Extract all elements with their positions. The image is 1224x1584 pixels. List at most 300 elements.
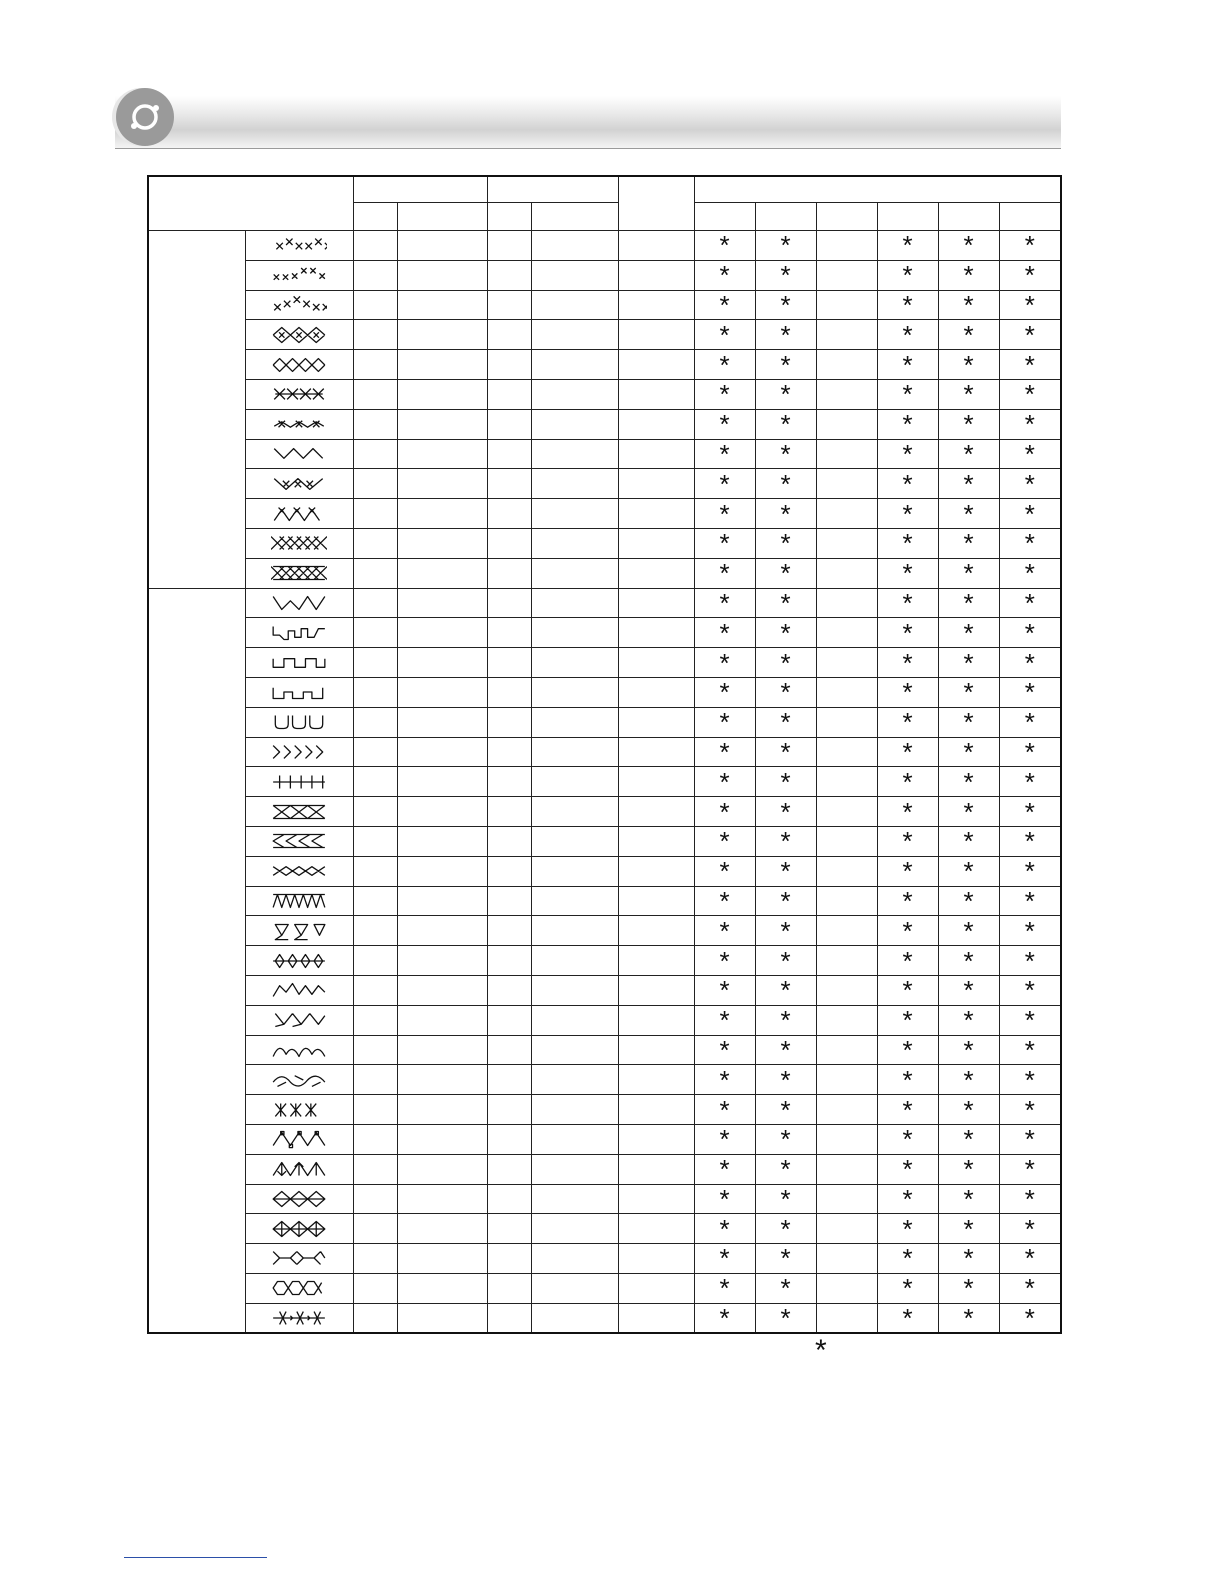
application-star: * — [755, 499, 816, 529]
setting-cell — [353, 946, 397, 976]
cross-fish-icon — [245, 409, 353, 439]
setting-cell — [397, 469, 487, 499]
setting-cell — [618, 1154, 694, 1184]
setting-cell — [353, 260, 397, 290]
setting-cell — [487, 946, 531, 976]
application-star: * — [755, 1273, 816, 1303]
application-star: * — [999, 231, 1061, 261]
setting-cell — [531, 1035, 618, 1065]
application-star: * — [938, 1303, 999, 1333]
setting-cell — [397, 231, 487, 261]
table-row — [148, 856, 1061, 886]
setting-cell — [397, 856, 487, 886]
application-star: * — [755, 231, 816, 261]
application-star: * — [694, 1065, 755, 1095]
application-star: * — [999, 499, 1061, 529]
application-star: * — [694, 290, 755, 320]
setting-cell — [353, 1005, 397, 1035]
application-star: * — [999, 528, 1061, 558]
setting-cell — [397, 707, 487, 737]
application-star: * — [999, 1005, 1061, 1035]
table-row — [148, 1095, 1061, 1125]
setting-cell — [618, 648, 694, 678]
header-app-4 — [877, 203, 938, 231]
cross-lattice-dot-icon — [245, 528, 353, 558]
application-star: * — [999, 797, 1061, 827]
application-cell — [816, 618, 877, 648]
setting-cell — [531, 677, 618, 707]
setting-cell — [618, 856, 694, 886]
application-cell — [816, 379, 877, 409]
application-star: * — [999, 826, 1061, 856]
application-star: * — [938, 469, 999, 499]
setting-cell — [353, 916, 397, 946]
setting-cell — [618, 707, 694, 737]
setting-cell — [397, 260, 487, 290]
setting-cell — [397, 499, 487, 529]
application-star: * — [938, 767, 999, 797]
application-star: * — [694, 439, 755, 469]
application-star: * — [694, 469, 755, 499]
table-row — [148, 320, 1061, 350]
setting-cell — [397, 1005, 487, 1035]
double-zigzag-icon — [245, 856, 353, 886]
application-star: * — [999, 1303, 1061, 1333]
application-star: * — [694, 1035, 755, 1065]
setting-cell — [531, 975, 618, 1005]
footnote-symbol: * — [815, 1334, 827, 1367]
application-star: * — [694, 350, 755, 380]
application-star: * — [999, 648, 1061, 678]
setting-cell — [487, 1244, 531, 1274]
setting-cell — [397, 797, 487, 827]
square-wave-low-icon — [245, 677, 353, 707]
application-star: * — [755, 1184, 816, 1214]
application-star: * — [938, 677, 999, 707]
setting-cell — [531, 1273, 618, 1303]
application-star: * — [694, 1214, 755, 1244]
setting-cell — [618, 737, 694, 767]
application-star: * — [999, 588, 1061, 618]
square-wave-offset-icon — [245, 648, 353, 678]
header-width-auto — [353, 203, 397, 231]
setting-cell — [353, 1273, 397, 1303]
application-star: * — [694, 618, 755, 648]
setting-cell — [487, 916, 531, 946]
application-star: * — [999, 737, 1061, 767]
application-cell — [816, 886, 877, 916]
setting-cell — [531, 707, 618, 737]
application-cell — [816, 975, 877, 1005]
header-app-1 — [694, 203, 755, 231]
application-cell — [816, 1184, 877, 1214]
application-star: * — [877, 320, 938, 350]
setting-cell — [353, 320, 397, 350]
application-star: * — [755, 648, 816, 678]
setting-cell — [353, 290, 397, 320]
application-star: * — [877, 588, 938, 618]
setting-cell — [397, 826, 487, 856]
application-star: * — [877, 618, 938, 648]
application-star: * — [694, 1154, 755, 1184]
setting-cell — [353, 558, 397, 588]
setting-cell — [487, 826, 531, 856]
table-row — [148, 1035, 1061, 1065]
setting-cell — [487, 350, 531, 380]
setting-cell — [397, 528, 487, 558]
application-star: * — [755, 737, 816, 767]
diamond-cross-icon — [245, 1214, 353, 1244]
setting-cell — [397, 1154, 487, 1184]
application-star: * — [877, 1035, 938, 1065]
header-length — [487, 176, 618, 203]
application-star: * — [694, 767, 755, 797]
setting-cell — [353, 379, 397, 409]
application-star: * — [999, 260, 1061, 290]
triangle-x-icon — [245, 916, 353, 946]
setting-cell — [531, 1244, 618, 1274]
setting-cell — [397, 1184, 487, 1214]
application-star: * — [694, 1244, 755, 1274]
application-star: * — [938, 231, 999, 261]
setting-cell — [618, 826, 694, 856]
setting-cell — [531, 886, 618, 916]
table-row — [148, 886, 1061, 916]
setting-cell — [487, 1005, 531, 1035]
header-app-2 — [755, 203, 816, 231]
table-row — [148, 618, 1061, 648]
table-row — [148, 946, 1061, 976]
setting-cell — [531, 1065, 618, 1095]
application-star: * — [694, 975, 755, 1005]
cross-lattice-icon — [245, 558, 353, 588]
cross-zigzag-icon — [245, 439, 353, 469]
application-star: * — [938, 707, 999, 737]
setting-cell — [618, 618, 694, 648]
setting-cell — [531, 290, 618, 320]
setting-cell — [487, 499, 531, 529]
application-star: * — [694, 558, 755, 588]
setting-cell — [487, 260, 531, 290]
application-star: * — [877, 826, 938, 856]
application-star: * — [755, 975, 816, 1005]
setting-cell — [618, 439, 694, 469]
setting-cell — [397, 618, 487, 648]
application-star: * — [755, 558, 816, 588]
setting-cell — [353, 439, 397, 469]
setting-cell — [353, 677, 397, 707]
setting-cell — [353, 588, 397, 618]
table-row — [148, 648, 1061, 678]
application-star: * — [938, 1184, 999, 1214]
setting-cell — [531, 1124, 618, 1154]
setting-cell — [397, 350, 487, 380]
application-star: * — [999, 320, 1061, 350]
application-star: * — [877, 1065, 938, 1095]
header-app-6 — [999, 203, 1061, 231]
application-star: * — [694, 677, 755, 707]
application-cell — [816, 797, 877, 827]
setting-cell — [397, 439, 487, 469]
application-star: * — [755, 797, 816, 827]
setting-cell — [618, 588, 694, 618]
setting-cell — [618, 1065, 694, 1095]
application-star: * — [877, 797, 938, 827]
braid-chain-icon — [245, 1095, 353, 1125]
setting-cell — [618, 558, 694, 588]
application-star: * — [877, 737, 938, 767]
application-star: * — [877, 1214, 938, 1244]
cross-diamond-double-icon — [245, 379, 353, 409]
application-star: * — [938, 1244, 999, 1274]
application-star: * — [877, 946, 938, 976]
application-star: * — [877, 350, 938, 380]
application-star: * — [755, 1154, 816, 1184]
setting-cell — [397, 767, 487, 797]
application-star: * — [694, 1005, 755, 1035]
application-star: * — [999, 350, 1061, 380]
application-cell — [816, 648, 877, 678]
application-star: * — [877, 975, 938, 1005]
setting-cell — [397, 588, 487, 618]
setting-cell — [353, 797, 397, 827]
table-row — [148, 1154, 1061, 1184]
application-star: * — [755, 1095, 816, 1125]
setting-cell — [353, 1035, 397, 1065]
header-row-1 — [148, 176, 1061, 203]
setting-cell — [531, 737, 618, 767]
application-star: * — [999, 1273, 1061, 1303]
setting-cell — [531, 856, 618, 886]
cross-zigzag-cluster-icon — [245, 469, 353, 499]
application-cell — [816, 320, 877, 350]
setting-cell — [487, 856, 531, 886]
application-star: * — [877, 499, 938, 529]
setting-cell — [487, 1124, 531, 1154]
setting-cell — [487, 1154, 531, 1184]
setting-cell — [618, 379, 694, 409]
table-row — [148, 260, 1061, 290]
setting-cell — [487, 767, 531, 797]
table-row — [148, 707, 1061, 737]
setting-cell — [397, 1244, 487, 1274]
application-star: * — [938, 409, 999, 439]
setting-cell — [531, 826, 618, 856]
setting-cell — [618, 350, 694, 380]
application-star: * — [694, 588, 755, 618]
application-star: * — [755, 946, 816, 976]
application-star: * — [938, 648, 999, 678]
cross-v-chain-icon — [245, 499, 353, 529]
setting-cell — [353, 618, 397, 648]
setting-cell — [531, 1214, 618, 1244]
application-cell — [816, 439, 877, 469]
setting-cell — [618, 1214, 694, 1244]
application-star: * — [877, 290, 938, 320]
application-cell — [816, 737, 877, 767]
setting-cell — [397, 1303, 487, 1333]
application-star: * — [999, 469, 1061, 499]
stitch-table — [147, 175, 1062, 1334]
setting-cell — [353, 975, 397, 1005]
application-star: * — [938, 1154, 999, 1184]
setting-cell — [531, 618, 618, 648]
application-star: * — [877, 1244, 938, 1274]
application-star: * — [877, 1184, 938, 1214]
arrow-w-chain-icon — [245, 1154, 353, 1184]
setting-cell — [531, 558, 618, 588]
settings-circle-icon — [116, 88, 174, 146]
application-star: * — [877, 409, 938, 439]
setting-cell — [531, 797, 618, 827]
double-x-chain-icon — [245, 1005, 353, 1035]
application-star: * — [877, 469, 938, 499]
application-star: * — [877, 648, 938, 678]
application-cell — [816, 350, 877, 380]
setting-cell — [397, 1124, 487, 1154]
application-star: * — [694, 946, 755, 976]
table-row — [148, 499, 1061, 529]
square-point-wave-icon — [245, 1124, 353, 1154]
setting-cell — [531, 1184, 618, 1214]
table-row — [148, 677, 1061, 707]
header-width-manual — [397, 203, 487, 231]
application-star: * — [938, 1273, 999, 1303]
application-star: * — [938, 1214, 999, 1244]
setting-cell — [487, 409, 531, 439]
setting-cell — [618, 1184, 694, 1214]
application-star: * — [999, 856, 1061, 886]
application-star: * — [877, 231, 938, 261]
diamond-tick-chain-icon — [245, 946, 353, 976]
setting-cell — [353, 886, 397, 916]
setting-cell — [531, 528, 618, 558]
application-star: * — [755, 618, 816, 648]
setting-cell — [397, 737, 487, 767]
application-star: * — [877, 916, 938, 946]
application-cell — [816, 1124, 877, 1154]
setting-cell — [487, 677, 531, 707]
application-star: * — [999, 409, 1061, 439]
setting-cell — [353, 1065, 397, 1095]
application-cell — [816, 1095, 877, 1125]
application-cell — [816, 558, 877, 588]
application-star: * — [938, 290, 999, 320]
application-star: * — [938, 1005, 999, 1035]
application-star: * — [999, 886, 1061, 916]
setting-cell — [618, 1005, 694, 1035]
application-star: * — [694, 737, 755, 767]
setting-cell — [618, 231, 694, 261]
setting-cell — [487, 1095, 531, 1125]
application-star: * — [694, 231, 755, 261]
table-row — [148, 1065, 1061, 1095]
setting-cell — [618, 1303, 694, 1333]
application-star: * — [877, 439, 938, 469]
setting-cell — [618, 409, 694, 439]
application-star: * — [877, 856, 938, 886]
setting-cell — [487, 1303, 531, 1333]
application-cell — [816, 767, 877, 797]
setting-cell — [487, 707, 531, 737]
setting-cell — [618, 767, 694, 797]
application-star: * — [999, 975, 1061, 1005]
application-cell — [816, 707, 877, 737]
application-star: * — [938, 1065, 999, 1095]
application-star: * — [999, 558, 1061, 588]
setting-cell — [487, 648, 531, 678]
application-star: * — [755, 1065, 816, 1095]
header-app-3 — [816, 203, 877, 231]
application-cell — [816, 260, 877, 290]
application-star: * — [694, 499, 755, 529]
setting-cell — [531, 439, 618, 469]
application-star: * — [877, 886, 938, 916]
application-star: * — [999, 439, 1061, 469]
application-star: * — [755, 469, 816, 499]
setting-cell — [353, 499, 397, 529]
table-row — [148, 231, 1061, 261]
application-cell — [816, 1035, 877, 1065]
application-cell — [816, 677, 877, 707]
application-star: * — [755, 1214, 816, 1244]
setting-cell — [353, 1124, 397, 1154]
diamond-line-icon — [245, 1184, 353, 1214]
s-wave-icon — [245, 975, 353, 1005]
application-star: * — [938, 260, 999, 290]
setting-cell — [618, 1035, 694, 1065]
setting-cell — [487, 290, 531, 320]
table-row — [148, 916, 1061, 946]
application-star: * — [694, 260, 755, 290]
step-wave-icon — [245, 618, 353, 648]
setting-cell — [531, 379, 618, 409]
setting-cell — [397, 1065, 487, 1095]
application-star: * — [999, 946, 1061, 976]
application-star: * — [755, 260, 816, 290]
table-row — [148, 290, 1061, 320]
application-star: * — [999, 1065, 1061, 1095]
leaf-chain-icon — [245, 1065, 353, 1095]
setting-cell — [353, 409, 397, 439]
setting-cell — [487, 439, 531, 469]
setting-cell — [353, 1154, 397, 1184]
chevron-chain-icon — [245, 737, 353, 767]
application-star: * — [999, 379, 1061, 409]
header-applications — [694, 176, 1061, 203]
application-star: * — [694, 648, 755, 678]
application-star: * — [755, 528, 816, 558]
application-star: * — [877, 260, 938, 290]
application-star: * — [877, 379, 938, 409]
application-star: * — [877, 1005, 938, 1035]
application-star: * — [938, 379, 999, 409]
application-star: * — [694, 1273, 755, 1303]
application-cell — [816, 856, 877, 886]
setting-cell — [531, 260, 618, 290]
setting-cell — [531, 320, 618, 350]
application-star: * — [694, 1184, 755, 1214]
application-star: * — [755, 767, 816, 797]
dense-zigzag-icon — [245, 886, 353, 916]
setting-cell — [487, 1065, 531, 1095]
application-star: * — [938, 320, 999, 350]
table-row — [148, 1184, 1061, 1214]
table-row — [148, 409, 1061, 439]
application-star: * — [755, 409, 816, 439]
application-star: * — [999, 1184, 1061, 1214]
application-star: * — [938, 1035, 999, 1065]
